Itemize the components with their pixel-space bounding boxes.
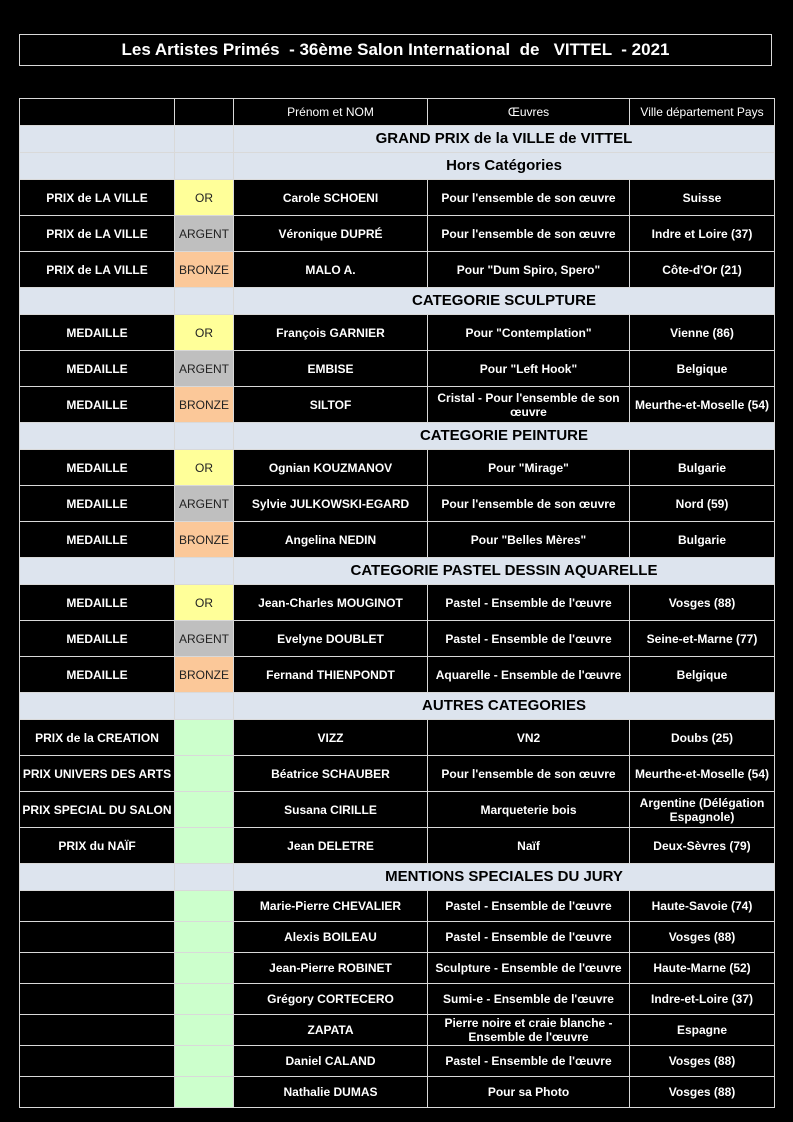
artwork-cell: Pour "Belles Mères" (428, 522, 630, 558)
laureates-table-body (20, 99, 775, 1108)
artist-name: Jean-Charles MOUGINOT (234, 585, 428, 621)
rank-cell (175, 720, 234, 756)
header-prize-cell (20, 99, 175, 126)
location-cell: Vosges (88) (630, 1077, 775, 1108)
section-header-row (20, 288, 775, 315)
rank-cell (175, 1015, 234, 1046)
section-header-row (20, 558, 775, 585)
artwork-cell: Cristal - Pour l'ensemble de son œuvre (428, 387, 630, 423)
artwork-cell: Sculpture - Ensemble de l'œuvre (428, 953, 630, 984)
section-title: CATEGORIE PEINTURE (234, 423, 775, 450)
artwork-cell: Pastel - Ensemble de l'œuvre (428, 891, 630, 922)
prize-cell (20, 891, 175, 922)
page-title: Les Artistes Primés - 36ème Salon International de VITTEL - 2021 (19, 34, 772, 66)
rank-cell: ARGENT (175, 621, 234, 657)
mention-row (20, 984, 775, 1015)
award-row (20, 621, 775, 657)
prize-cell (20, 953, 175, 984)
artist-name: Sylvie JULKOWSKI-EGARD (234, 486, 428, 522)
mention-row (20, 891, 775, 922)
section-rank-cell (175, 423, 234, 450)
prize-cell (20, 984, 175, 1015)
location-cell: Côte-d'Or (21) (630, 252, 775, 288)
artist-name: Grégory CORTECERO (234, 984, 428, 1015)
prize-cell: MEDAILLE (20, 486, 175, 522)
prize-cell: MEDAILLE (20, 450, 175, 486)
mention-row (20, 1015, 775, 1046)
location-cell: Argentine (Délégation Espagnole) (630, 792, 775, 828)
mention-row (20, 1046, 775, 1077)
rank-cell: ARGENT (175, 216, 234, 252)
artist-name: Carole SCHOENI (234, 180, 428, 216)
location-cell: Belgique (630, 351, 775, 387)
rank-cell: OR (175, 315, 234, 351)
artwork-cell: Pour l'ensemble de son œuvre (428, 486, 630, 522)
artwork-cell: Pour sa Photo (428, 1077, 630, 1108)
award-row (20, 522, 775, 558)
prize-cell: MEDAILLE (20, 315, 175, 351)
artwork-cell: Pour "Left Hook" (428, 351, 630, 387)
award-row (20, 450, 775, 486)
rank-cell: OR (175, 180, 234, 216)
mention-row (20, 1077, 775, 1108)
artist-name: Nathalie DUMAS (234, 1077, 428, 1108)
artist-name: Daniel CALAND (234, 1046, 428, 1077)
artist-name: Ognian KOUZMANOV (234, 450, 428, 486)
award-row (20, 351, 775, 387)
artist-name: EMBISE (234, 351, 428, 387)
prize-cell: MEDAILLE (20, 657, 175, 693)
rank-cell: ARGENT (175, 351, 234, 387)
section-title: CATEGORIE SCULPTURE (234, 288, 775, 315)
artist-name: Angelina NEDIN (234, 522, 428, 558)
artwork-cell: Naïf (428, 828, 630, 864)
artist-name: Marie-Pierre CHEVALIER (234, 891, 428, 922)
artist-name: Fernand THIENPONDT (234, 657, 428, 693)
artwork-cell: Sumi-e - Ensemble de l'œuvre (428, 984, 630, 1015)
prize-cell: PRIX du NAÏF (20, 828, 175, 864)
rank-cell (175, 922, 234, 953)
prize-cell: MEDAILLE (20, 387, 175, 423)
award-row (20, 216, 775, 252)
prize-cell (20, 1046, 175, 1077)
award-row (20, 828, 775, 864)
location-cell: Bulgarie (630, 522, 775, 558)
artist-name: Jean DELETRE (234, 828, 428, 864)
section-header-row (20, 126, 775, 153)
location-cell: Vienne (86) (630, 315, 775, 351)
rank-cell (175, 984, 234, 1015)
artist-name: MALO A. (234, 252, 428, 288)
section-rank-cell (175, 558, 234, 585)
artist-name: SILTOF (234, 387, 428, 423)
artwork-cell: Pastel - Ensemble de l'œuvre (428, 585, 630, 621)
artwork-cell: VN2 (428, 720, 630, 756)
prize-cell (20, 1015, 175, 1046)
artwork-cell: Pour l'ensemble de son œuvre (428, 216, 630, 252)
location-cell: Doubs (25) (630, 720, 775, 756)
section-title: MENTIONS SPECIALES DU JURY (234, 864, 775, 891)
section-prize-cell (20, 126, 175, 153)
artwork-cell: Marqueterie bois (428, 792, 630, 828)
section-header-row (20, 864, 775, 891)
artwork-cell: Aquarelle - Ensemble de l'œuvre (428, 657, 630, 693)
location-cell: Seine-et-Marne (77) (630, 621, 775, 657)
rank-cell (175, 891, 234, 922)
artist-name: Alexis BOILEAU (234, 922, 428, 953)
rank-cell (175, 792, 234, 828)
rank-cell: OR (175, 450, 234, 486)
rank-cell (175, 756, 234, 792)
location-cell: Espagne (630, 1015, 775, 1046)
artwork-cell: Pastel - Ensemble de l'œuvre (428, 621, 630, 657)
artist-name: Béatrice SCHAUBER (234, 756, 428, 792)
artist-name: ZAPATA (234, 1015, 428, 1046)
section-header-row (20, 693, 775, 720)
award-row (20, 756, 775, 792)
award-row (20, 720, 775, 756)
mention-row (20, 922, 775, 953)
rank-cell (175, 828, 234, 864)
section-rank-cell (175, 693, 234, 720)
section-prize-cell (20, 693, 175, 720)
prize-cell: MEDAILLE (20, 621, 175, 657)
artist-name: Evelyne DOUBLET (234, 621, 428, 657)
section-rank-cell (175, 153, 234, 180)
award-row (20, 486, 775, 522)
rank-cell: ARGENT (175, 486, 234, 522)
section-rank-cell (175, 288, 234, 315)
section-prize-cell (20, 558, 175, 585)
location-cell: Belgique (630, 657, 775, 693)
prize-cell: PRIX SPECIAL DU SALON (20, 792, 175, 828)
artwork-cell: Pour "Mirage" (428, 450, 630, 486)
artwork-cell: Pastel - Ensemble de l'œuvre (428, 922, 630, 953)
header-place: Ville département Pays (630, 99, 775, 126)
table-header-row (20, 99, 775, 126)
rank-cell: BRONZE (175, 657, 234, 693)
artist-name: Susana CIRILLE (234, 792, 428, 828)
section-title: AUTRES CATEGORIES (234, 693, 775, 720)
rank-cell: BRONZE (175, 252, 234, 288)
artist-name: François GARNIER (234, 315, 428, 351)
section-prize-cell (20, 153, 175, 180)
location-cell: Nord (59) (630, 486, 775, 522)
section-prize-cell (20, 864, 175, 891)
rank-cell (175, 1077, 234, 1108)
section-prize-cell (20, 423, 175, 450)
location-cell: Indre et Loire (37) (630, 216, 775, 252)
location-cell: Indre-et-Loire (37) (630, 984, 775, 1015)
location-cell: Deux-Sèvres (79) (630, 828, 775, 864)
artwork-cell: Pastel - Ensemble de l'œuvre (428, 1046, 630, 1077)
prize-cell: MEDAILLE (20, 522, 175, 558)
artist-name: Véronique DUPRÉ (234, 216, 428, 252)
location-cell: Meurthe-et-Moselle (54) (630, 756, 775, 792)
location-cell: Bulgarie (630, 450, 775, 486)
prize-cell: PRIX UNIVERS DES ARTS (20, 756, 175, 792)
location-cell: Haute-Savoie (74) (630, 891, 775, 922)
prize-cell: PRIX de LA VILLE (20, 252, 175, 288)
award-row (20, 387, 775, 423)
award-row (20, 585, 775, 621)
prize-cell: MEDAILLE (20, 351, 175, 387)
location-cell: Vosges (88) (630, 922, 775, 953)
section-header-row (20, 153, 775, 180)
prize-cell: PRIX de LA VILLE (20, 216, 175, 252)
rank-cell: OR (175, 585, 234, 621)
header-works: Œuvres (428, 99, 630, 126)
artwork-cell: Pour "Dum Spiro, Spero" (428, 252, 630, 288)
location-cell: Vosges (88) (630, 585, 775, 621)
prize-cell: MEDAILLE (20, 585, 175, 621)
prize-cell: PRIX de la CREATION (20, 720, 175, 756)
mention-row (20, 953, 775, 984)
award-row (20, 792, 775, 828)
section-title: GRAND PRIX de la VILLE de VITTEL (234, 126, 775, 153)
header-rank-cell (175, 99, 234, 126)
artwork-cell: Pour "Contemplation" (428, 315, 630, 351)
rank-cell (175, 953, 234, 984)
prize-cell: PRIX de LA VILLE (20, 180, 175, 216)
award-row (20, 657, 775, 693)
section-title: Hors Catégories (234, 153, 775, 180)
artwork-cell: Pierre noire et craie blanche - Ensemble de l'œuvre (428, 1015, 630, 1046)
award-row (20, 315, 775, 351)
rank-cell (175, 1046, 234, 1077)
section-rank-cell (175, 864, 234, 891)
section-header-row (20, 423, 775, 450)
artwork-cell: Pour l'ensemble de son œuvre (428, 180, 630, 216)
artwork-cell: Pour l'ensemble de son œuvre (428, 756, 630, 792)
section-prize-cell (20, 288, 175, 315)
prize-cell (20, 922, 175, 953)
location-cell: Suisse (630, 180, 775, 216)
award-row (20, 252, 775, 288)
header-name: Prénom et NOM (234, 99, 428, 126)
artist-name: VIZZ (234, 720, 428, 756)
section-title: CATEGORIE PASTEL DESSIN AQUARELLE (234, 558, 775, 585)
location-cell: Vosges (88) (630, 1046, 775, 1077)
prize-cell (20, 1077, 175, 1108)
artist-name: Jean-Pierre ROBINET (234, 953, 428, 984)
laureates-table (19, 98, 775, 1108)
location-cell: Meurthe-et-Moselle (54) (630, 387, 775, 423)
section-rank-cell (175, 126, 234, 153)
award-row (20, 180, 775, 216)
location-cell: Haute-Marne (52) (630, 953, 775, 984)
rank-cell: BRONZE (175, 522, 234, 558)
rank-cell: BRONZE (175, 387, 234, 423)
